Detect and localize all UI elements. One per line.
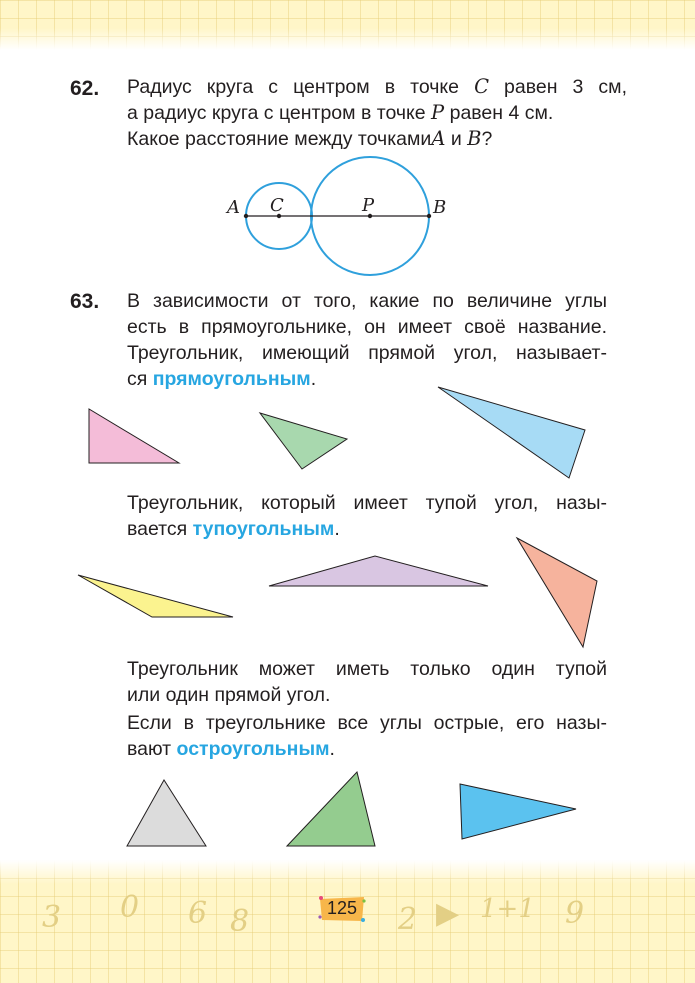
deco-digit-3: 3 — [42, 900, 62, 935]
right-triangle-lightblue — [438, 387, 585, 478]
p62-line1: Радиус круга с центром в точке — [127, 76, 460, 98]
p63-dot-2: . — [334, 518, 340, 540]
p63-obtuse-line2: вается — [127, 518, 188, 540]
deco-digit-0: 0 — [120, 890, 140, 925]
deco-digit-8: 8 — [230, 904, 250, 939]
right-triangle-pink — [89, 409, 179, 463]
label-p: P — [362, 195, 375, 216]
deco-digit-6: 6 — [188, 896, 208, 931]
only-one-angle-note — [127, 656, 607, 708]
p63-dot-3: . — [329, 738, 335, 760]
p62-a-letter: A — [431, 127, 446, 150]
p63-intro-line3: Треугольник, имеющий прямой угол, называет- — [127, 342, 607, 364]
label-a: A — [227, 197, 240, 218]
obtuse-triangle-lavender — [269, 556, 488, 586]
p63-only-line2: или один прямой угол. — [127, 684, 331, 706]
problem-63-intro — [127, 288, 607, 392]
obtuse-triangle-yellow — [78, 575, 233, 617]
right-triangle-green — [260, 413, 347, 469]
p62-line1-tail: равен 3 см, — [504, 76, 627, 98]
acute-triangle-gray — [127, 780, 206, 846]
acute-triangle-blue — [460, 784, 576, 839]
p63-intro-line4: ся — [127, 368, 148, 390]
page-number: 125 — [326, 898, 358, 918]
p63-only-line1: Треугольник может иметь только один тупой — [127, 658, 607, 680]
obtuse-definition — [127, 490, 607, 542]
p63-obtuse-line1: Треугольник, который имеет тупой угол, назы- — [127, 492, 607, 514]
acute-definition — [127, 710, 607, 762]
p62-line2-tail: равен 4 см. — [449, 102, 554, 124]
deco-triangle-icon: ▶ — [436, 896, 460, 931]
p63-acute-line2: вают — [127, 738, 172, 760]
p62-qmark: ? — [481, 128, 493, 150]
acute-triangle-green — [287, 772, 375, 846]
p62-line3: Какое расстояние между точками — [127, 128, 432, 150]
p63-dot-1: . — [310, 368, 317, 390]
p63-intro-line1: В зависимости от того, какие по величине углы — [127, 290, 607, 312]
deco-digit-2: 2 — [398, 902, 418, 937]
circles-diagram — [225, 157, 446, 275]
obtuse-triangle-salmon — [517, 538, 597, 647]
p62-p-letter: P — [431, 101, 445, 124]
p63-acute-line1: Если в треугольнике все углы острые, его назы- — [127, 712, 607, 734]
problem-63-number: 63. — [70, 290, 100, 313]
p63-intro-line2: есть в прямоугольнике, он имеет своё название. — [127, 316, 607, 338]
problem-62-number: 62. — [70, 77, 100, 100]
p62-and: и — [450, 128, 462, 150]
term-right-triangle: прямоугольным — [152, 368, 311, 390]
p62-line2: а радиус круга с центром в точке — [127, 102, 426, 124]
deco-digit-9: 9 — [565, 896, 585, 931]
label-b: B — [433, 197, 447, 218]
p62-c-letter: C — [474, 75, 489, 98]
term-acute-triangle: остроугольным — [176, 738, 330, 760]
point-b — [427, 214, 431, 218]
point-a — [244, 214, 248, 218]
p62-b-letter: B — [467, 127, 482, 150]
deco-expression: 1+1 — [480, 894, 535, 924]
term-obtuse-triangle: тупоугольным — [192, 518, 335, 540]
label-c: C — [270, 195, 284, 216]
